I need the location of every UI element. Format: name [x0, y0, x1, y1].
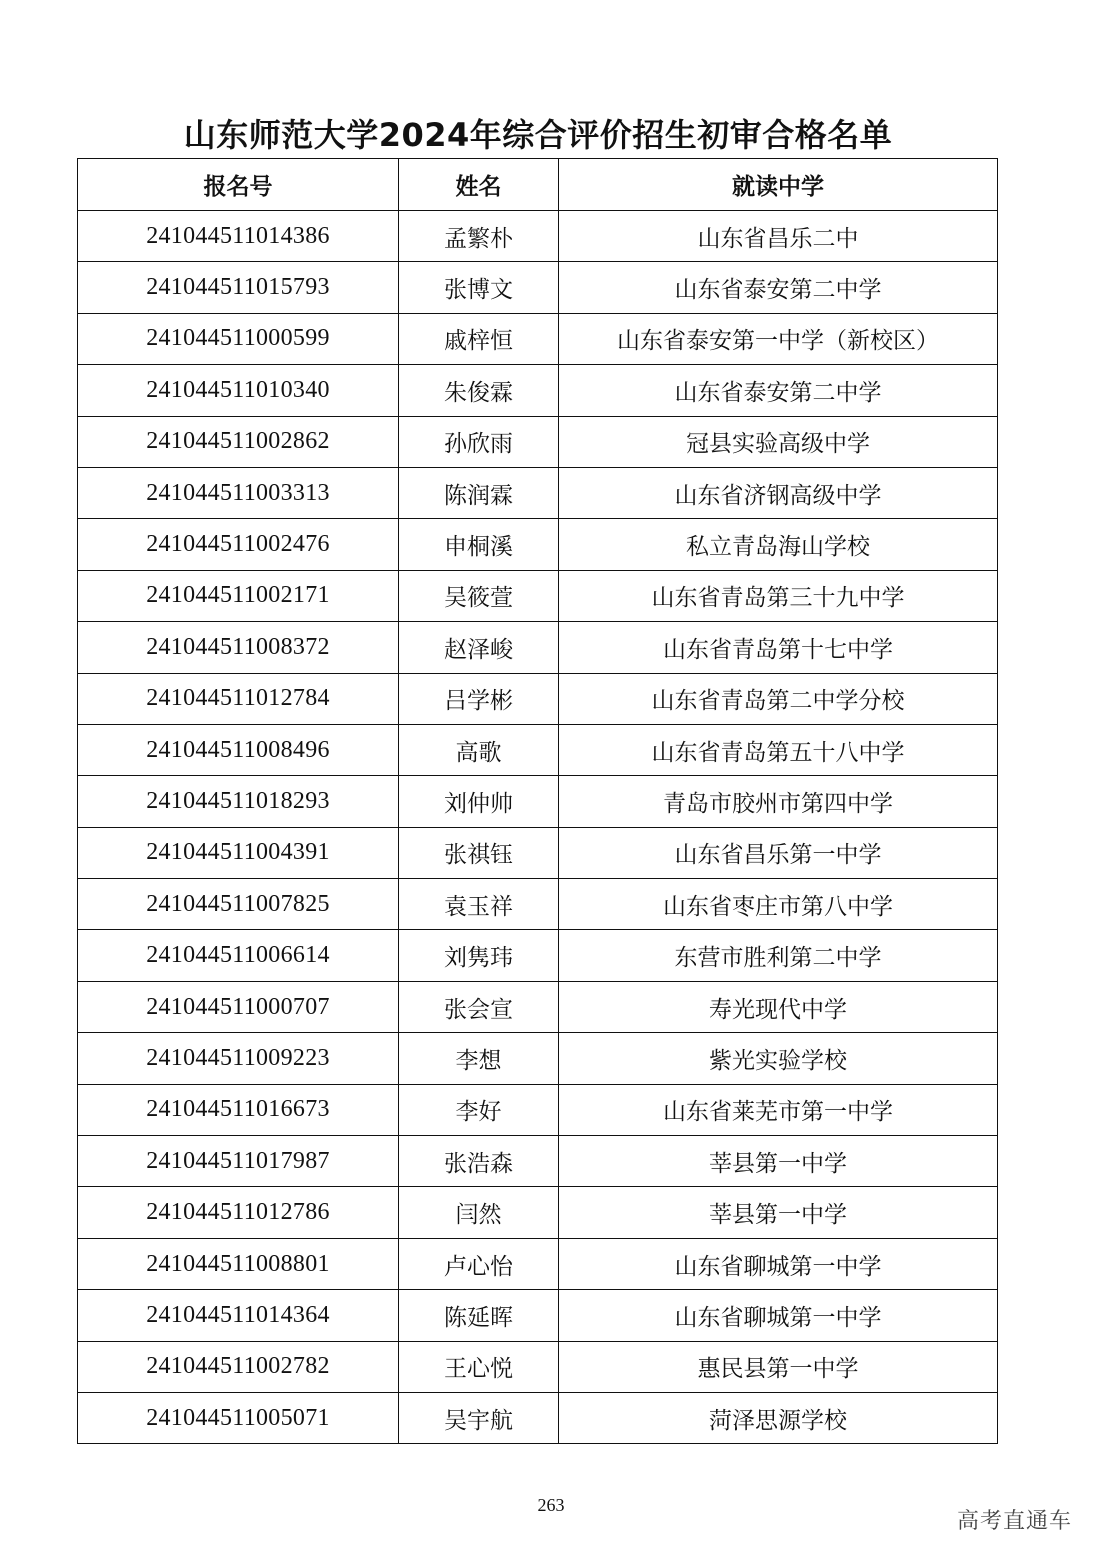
watermark-label: 高考直通车: [956, 1509, 1072, 1534]
student-name-cell: 申桐溪: [399, 519, 559, 570]
table-row: [78, 879, 998, 930]
student-name-cell: 张博文: [399, 262, 559, 313]
table-row: [78, 1290, 998, 1341]
registration-number-cell: 241044511017987: [78, 1136, 399, 1187]
high-school-cell: 冠县实验高级中学: [559, 416, 998, 467]
registration-number-cell: 241044511002862: [78, 416, 399, 467]
high-school-cell: 紫光实验学校: [559, 1033, 998, 1084]
table-body: [78, 211, 998, 1444]
high-school-cell: 山东省聊城第一中学: [559, 1238, 998, 1289]
table-row: [78, 776, 998, 827]
high-school-cell: 山东省泰安第二中学: [559, 262, 998, 313]
student-name-cell: 袁玉祥: [399, 879, 559, 930]
table-row: [78, 724, 998, 775]
header-high-school: 就读中学: [559, 159, 998, 211]
high-school-cell: 山东省昌乐第一中学: [559, 827, 998, 878]
high-school-cell: 山东省青岛第五十八中学: [559, 724, 998, 775]
high-school-cell: 山东省青岛第二中学分校: [559, 673, 998, 724]
registration-number-cell: 241044511005071: [78, 1392, 399, 1443]
registration-number-cell: 241044511009223: [78, 1033, 399, 1084]
registration-number-cell: 241044511003313: [78, 467, 399, 518]
table-row: [78, 519, 998, 570]
table-row: [78, 211, 998, 262]
table-row: [78, 622, 998, 673]
high-school-cell: 山东省青岛第十七中学: [559, 622, 998, 673]
student-name-cell: 赵泽峻: [399, 622, 559, 673]
table-row: [78, 262, 998, 313]
student-name-cell: 朱俊霖: [399, 365, 559, 416]
table-row: [78, 570, 998, 621]
table-row: [78, 1187, 998, 1238]
registration-number-cell: 241044511018293: [78, 776, 399, 827]
header-name: 姓名: [399, 159, 559, 211]
student-name-cell: 李想: [399, 1033, 559, 1084]
high-school-cell: 寿光现代中学: [559, 981, 998, 1032]
registration-number-cell: 241044511002476: [78, 519, 399, 570]
table-row: [78, 1238, 998, 1289]
registration-number-cell: 241044511015793: [78, 262, 399, 313]
high-school-cell: 菏泽思源学校: [559, 1392, 998, 1443]
student-name-cell: 吴筱萱: [399, 570, 559, 621]
admission-list-table: [77, 158, 998, 1444]
table-row: [78, 416, 998, 467]
student-name-cell: 张浩森: [399, 1136, 559, 1187]
registration-number-cell: 241044511000707: [78, 981, 399, 1032]
high-school-cell: 山东省济钢高级中学: [559, 467, 998, 518]
table-header-row: [78, 159, 998, 211]
table-row: [78, 827, 998, 878]
high-school-cell: 山东省枣庄市第八中学: [559, 879, 998, 930]
registration-number-cell: 241044511014386: [78, 211, 399, 262]
table-row: [78, 930, 998, 981]
student-name-cell: 孙欣雨: [399, 416, 559, 467]
student-name-cell: 戚梓恒: [399, 313, 559, 364]
student-name-cell: 王心悦: [399, 1341, 559, 1392]
student-name-cell: 刘隽玮: [399, 930, 559, 981]
student-name-cell: 吴宇航: [399, 1392, 559, 1443]
student-name-cell: 陈延晖: [399, 1290, 559, 1341]
table-row: [78, 1392, 998, 1443]
registration-number-cell: 241044511004391: [78, 827, 399, 878]
student-name-cell: 闫然: [399, 1187, 559, 1238]
registration-number-cell: 241044511000599: [78, 313, 399, 364]
high-school-cell: 山东省泰安第二中学: [559, 365, 998, 416]
student-name-cell: 吕学彬: [399, 673, 559, 724]
table-row: [78, 467, 998, 518]
student-name-cell: 高歌: [399, 724, 559, 775]
table-row: [78, 1084, 998, 1135]
high-school-cell: 莘县第一中学: [559, 1136, 998, 1187]
high-school-cell: 山东省聊城第一中学: [559, 1290, 998, 1341]
table-row: [78, 981, 998, 1032]
table-row: [78, 365, 998, 416]
page-number: 263: [537, 1495, 565, 1515]
registration-number-cell: 241044511008801: [78, 1238, 399, 1289]
registration-number-cell: 241044511008372: [78, 622, 399, 673]
registration-number-cell: 241044511002782: [78, 1341, 399, 1392]
registration-number-cell: 241044511010340: [78, 365, 399, 416]
high-school-cell: 山东省莱芜市第一中学: [559, 1084, 998, 1135]
registration-number-cell: 241044511006614: [78, 930, 399, 981]
high-school-cell: 山东省泰安第一中学（新校区）: [559, 313, 998, 364]
high-school-cell: 山东省昌乐二中: [559, 211, 998, 262]
high-school-cell: 东营市胜利第二中学: [559, 930, 998, 981]
table-row: [78, 673, 998, 724]
registration-number-cell: 241044511012784: [78, 673, 399, 724]
document-title: 山东师范大学2024年综合评价招生初审合格名单: [183, 116, 893, 154]
high-school-cell: 青岛市胶州市第四中学: [559, 776, 998, 827]
registration-number-cell: 241044511016673: [78, 1084, 399, 1135]
high-school-cell: 莘县第一中学: [559, 1187, 998, 1238]
high-school-cell: 私立青岛海山学校: [559, 519, 998, 570]
student-name-cell: 孟繁朴: [399, 211, 559, 262]
registration-number-cell: 241044511007825: [78, 879, 399, 930]
registration-number-cell: 241044511012786: [78, 1187, 399, 1238]
registration-number-cell: 241044511002171: [78, 570, 399, 621]
table-row: [78, 1136, 998, 1187]
table-row: [78, 313, 998, 364]
registration-number-cell: 241044511008496: [78, 724, 399, 775]
header-registration-number: 报名号: [78, 159, 399, 211]
student-name-cell: 李好: [399, 1084, 559, 1135]
high-school-cell: 惠民县第一中学: [559, 1341, 998, 1392]
table-row: [78, 1341, 998, 1392]
registration-number-cell: 241044511014364: [78, 1290, 399, 1341]
table-row: [78, 1033, 998, 1084]
student-name-cell: 卢心怡: [399, 1238, 559, 1289]
student-name-cell: 张会宣: [399, 981, 559, 1032]
student-name-cell: 张祺钰: [399, 827, 559, 878]
high-school-cell: 山东省青岛第三十九中学: [559, 570, 998, 621]
student-name-cell: 刘仲帅: [399, 776, 559, 827]
student-name-cell: 陈润霖: [399, 467, 559, 518]
